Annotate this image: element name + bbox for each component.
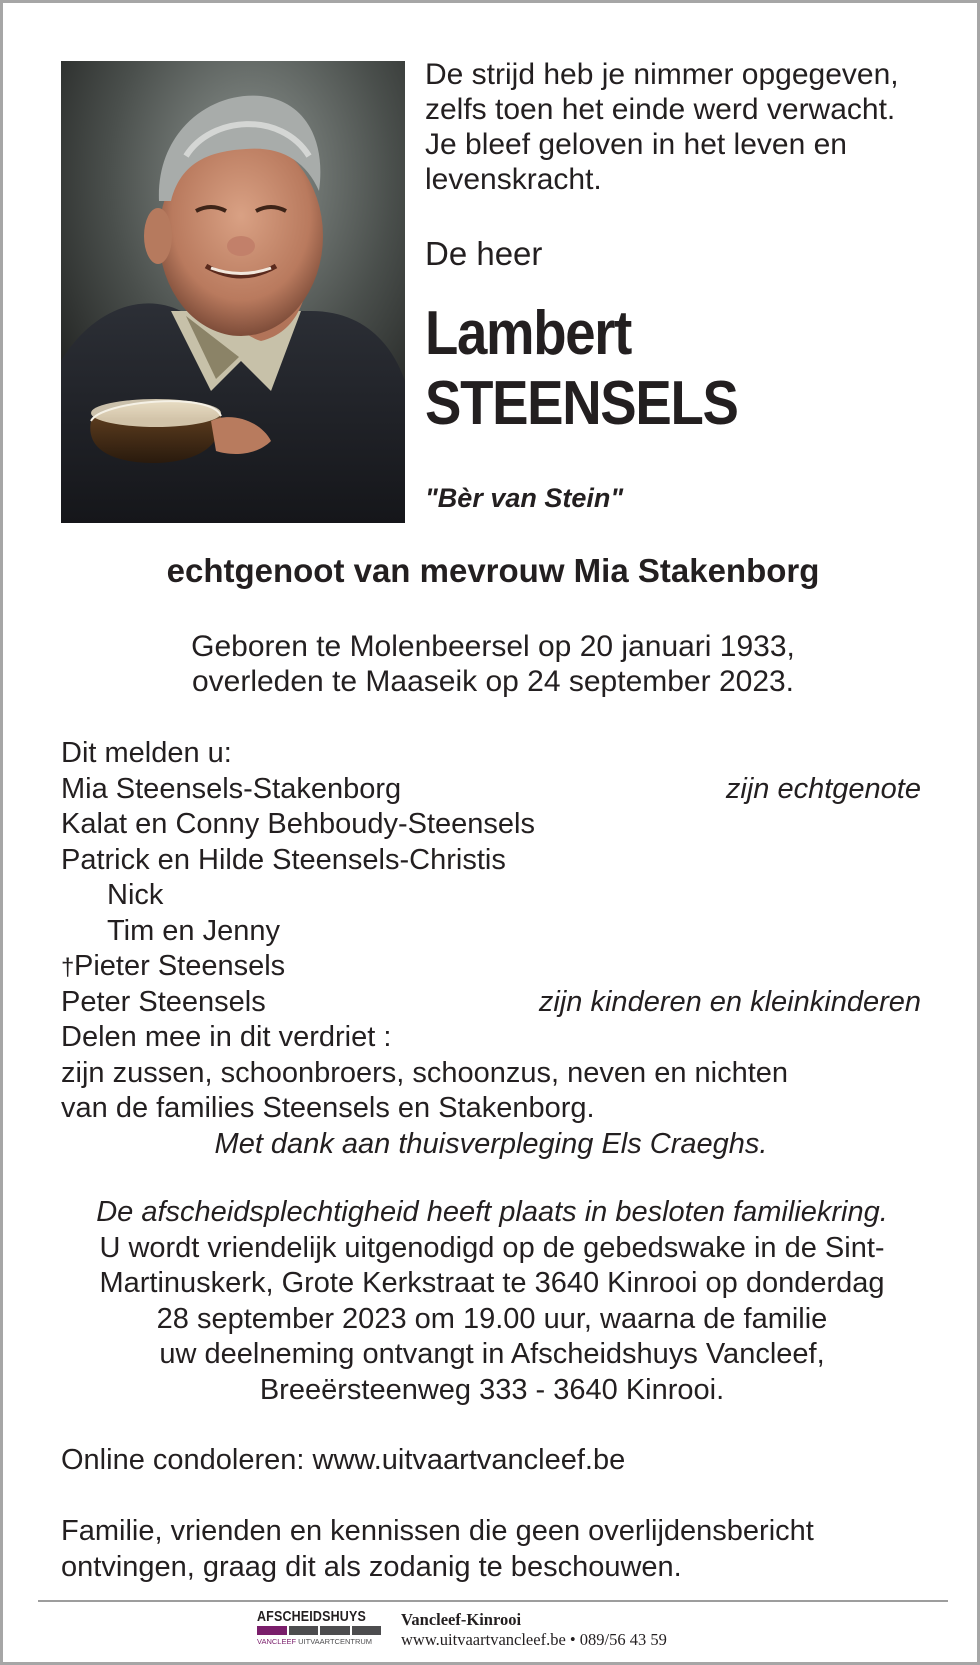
ceremony-info [61,1195,923,1408]
family-announcement [61,736,921,1162]
ceremony-line: U wordt vriendelijk uitgenodigd op de gebedswake in de Sint- [99,1231,885,1264]
ceremony-line: Martinuskerk, Grote Kerkstraat te 3640 Kinrooi op donderdag [99,1267,885,1299]
contact-line: www.uitvaartvancleef.be • 089/56 43 59 [401,1630,667,1649]
ceremony-line: uw deelneming ontvangt in Afscheidshuys Vancleef, [159,1338,825,1370]
logo-bars-icon [257,1626,382,1635]
closing-line: ontvingen, graag dit als zodanig te beschouwen. [61,1550,682,1583]
family-intro: Dit melden u: [61,737,232,769]
verse [425,57,945,197]
grandchild-row: Tim en Jenny [107,914,280,947]
portrait-photo [61,61,405,523]
family-member-name: Peter Steensels [61,985,266,1018]
sharing-intro: Delen mee in dit verdriet : [61,1021,392,1053]
funeral-home-logo [257,1609,382,1649]
portrait-image [61,61,405,523]
family-row [61,843,921,879]
company-name: Vancleef-Kinrooi [401,1610,522,1629]
spouse-line: echtgenoot van mevrouw Mia Stakenborg [166,552,820,589]
verse-line: Je bleef geloven in het leven en [425,128,847,161]
closing-line: Familie, vrienden en kennissen die geen overlijdensbericht [61,1515,814,1547]
logo-sub: UITVAARTCENTRUM [298,1637,373,1646]
footer-contact [401,1610,667,1650]
verse-line: De strijd heb je nimmer opgegeven, [425,58,899,91]
family-member-name: Patrick en Hilde Steensels-Christis [61,843,506,876]
cross-icon: † [61,954,75,981]
family-row [61,985,921,1021]
sharing-line: van de families Steensels en Stakenborg. [61,1092,595,1124]
grandchild-row: Nick [107,879,164,911]
ceremony-line: Breeërsteenweg 333 - 3640 Kinrooi. [259,1373,725,1406]
death-line: overleden te Maaseik op 24 september 2023. [191,665,795,698]
birth-line: Geboren te Molenbeersel op 20 januari 1933, [191,630,795,663]
ceremony-line: 28 september 2023 om 19.00 uur, waarna de familie [156,1302,828,1335]
family-member-name: Kalat en Conny Behboudy-Steensels [61,808,535,840]
life-dates [3,629,980,699]
ceremony-intro: De afscheidsplechtigheid heeft plaats in besloten familiekring. [96,1196,888,1228]
family-relation: zijn kinderen en kleinkinderen [538,985,921,1018]
sharing-line: zijn zussen, schoonbroers, schoonzus, neven en nichten [61,1056,789,1089]
logo-brand: VANCLEEF [257,1637,297,1646]
family-member-name: Pieter Steensels [74,950,286,982]
logo-wordmark: AFSCHEIDSHUYS [257,1609,366,1625]
logo-subtitle [257,1637,382,1646]
online-condolence: Online condoleren: www.uitvaartvancleef.be [61,1444,626,1476]
family-row [61,949,921,985]
closing-note [61,1514,814,1585]
thanks-line: Met dank aan thuisverpleging Els Craeghs. [214,1127,768,1160]
first-name: Lambert [425,299,632,368]
nickname: "Bèr van Stein" [425,483,624,513]
salutation: De heer [425,235,543,272]
family-row [61,772,921,808]
family-row [61,807,921,843]
footer-divider [38,1600,948,1602]
verse-line: zelfs toen het einde werd verwacht. [425,93,896,126]
deceased-name [425,299,738,439]
family-member-name: Mia Steensels-Stakenborg [61,772,402,805]
verse-line: levenskracht. [425,163,602,196]
family-relation: zijn echtgenote [725,772,921,805]
last-name: STEENSELS [425,369,738,438]
